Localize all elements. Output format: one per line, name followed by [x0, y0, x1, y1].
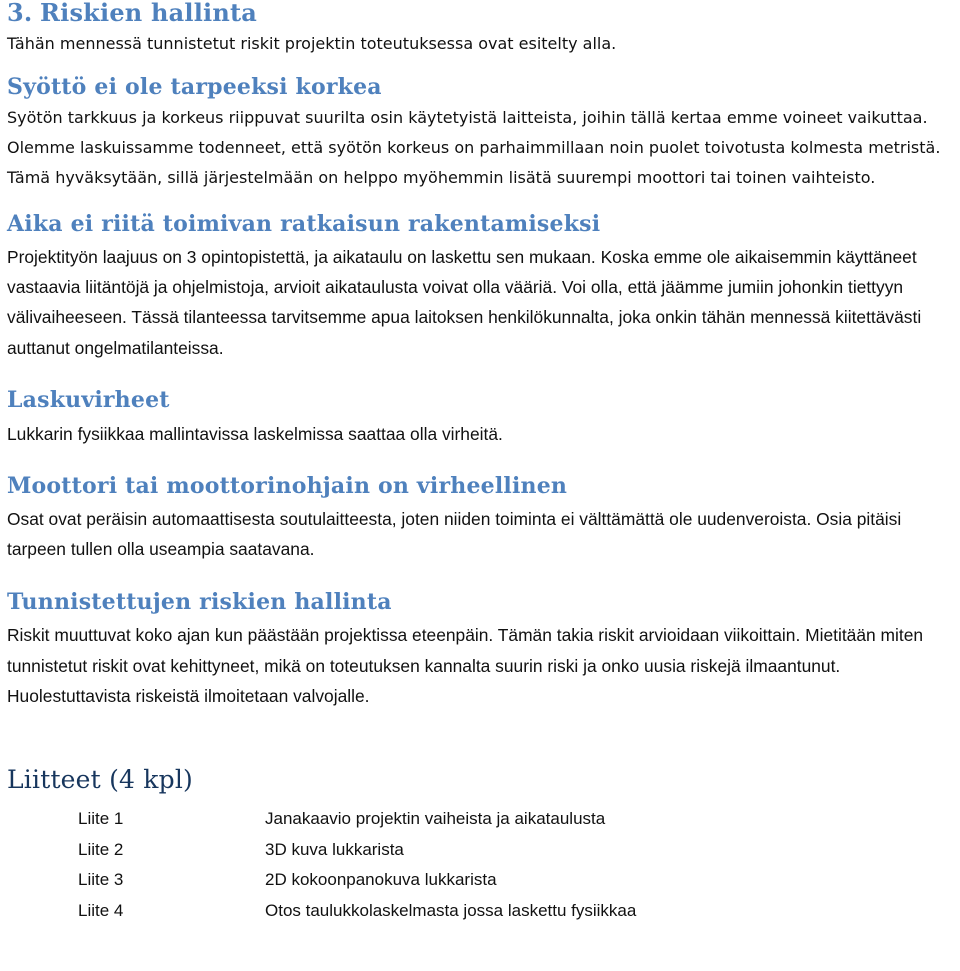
risk-heading-4: Moottori tai moottorinohjain on virheellinen: [7, 473, 568, 500]
section-number: 3.: [7, 0, 33, 27]
risk-text-1: Syötön tarkkuus ja korkeus riippuvat suurilta osin käytetyistä laitteista, joihin tällä kertaa emme voineet vaikuttaa. Olemme laskuissamme todenneet, että syötön korkeus on parhaimmillaan noin puolet toivotusta kolmesta metristä. Tämä hyväksytään, sillä järjestelmään on helppo myöhemmin lisätä suurempi moottori tai toinen vaihteisto.: [7, 108, 941, 187]
risk-text-2: Projektityön laajuus on 3 opintopistettä, ja aikataulu on laskettu sen mukaan. Koska emme ole aikaisemmin käyttäneet vastaavia liitäntöjä ja ohjelmistoja, arvioit aikataulusta voivat olla vääriä. Voi olla, että jäämme jumiin johonkin tiettyyn välivaiheeseen. Tässä tilanteessa tarvitsemme apua laitoksen henkilökunnalta, joka onkin tähän mennessä kiitettävästi auttanut ongelmatilanteissa.: [7, 247, 922, 358]
attachments-heading: Liitteet (4 kpl): [7, 765, 193, 795]
attachment-item: [78, 804, 960, 835]
attachment-key: Liite 1: [78, 809, 124, 829]
risk-heading-1: Syöttö ei ole tarpeeksi korkea: [7, 74, 382, 100]
section-intro: Tähän mennessä tunnistetut riskit projektin toteutuksessa ovat esitelty alla.: [7, 34, 617, 53]
risk-heading-2: Aika ei riitä toimivan ratkaisun rakentamiseksi: [7, 211, 601, 237]
attachment-key: Liite 3: [78, 870, 124, 890]
attachment-desc: 2D kokoonpanokuva lukkarista: [265, 870, 497, 890]
section-title: Riskien hallinta: [40, 0, 258, 27]
attachment-item: [78, 835, 960, 866]
attachment-item: [78, 896, 960, 927]
risk-heading-5: Tunnistettujen riskien hallinta: [7, 589, 392, 616]
risk-heading-3: Laskuvirheet: [7, 386, 170, 413]
document-page: [7, 0, 960, 926]
attachment-desc: 3D kuva lukkarista: [265, 839, 404, 859]
attachment-key: Liite 2: [78, 839, 124, 859]
attachment-desc: Janakaavio projektin vaiheista ja aikataulusta: [265, 809, 606, 829]
risk-text-3: Lukkarin fysiikkaa mallintavissa laskelmissa saattaa olla virheitä.: [7, 423, 503, 444]
risk-text-4: Osat ovat peräisin automaattisesta soutulaitteesta, joten niiden toiminta ei välttämättä ole uudenveroista. Osia pitäisi tarpeen tullen olla useampia saatavana.: [7, 509, 902, 560]
attachments-list: [78, 804, 960, 926]
attachment-item: [78, 865, 960, 896]
attachment-key: Liite 4: [78, 900, 124, 920]
section-heading: [7, 0, 960, 28]
risk-text-5: Riskit muuttuvat koko ajan kun päästään projektissa eteenpäin. Tämän takia riskit arvioidaan viikoittain. Mietitään miten tunnistetut riskit ovat kehittyneet, mikä on toteutuksen kannalta suurin riski ja onko uusia riskejä ilmaantunut. Huolestuttavista riskeistä ilmoitetaan valvojalle.: [7, 625, 924, 706]
attachment-desc: Otos taulukkolaskelmasta jossa laskettu fysiikkaa: [265, 900, 637, 920]
